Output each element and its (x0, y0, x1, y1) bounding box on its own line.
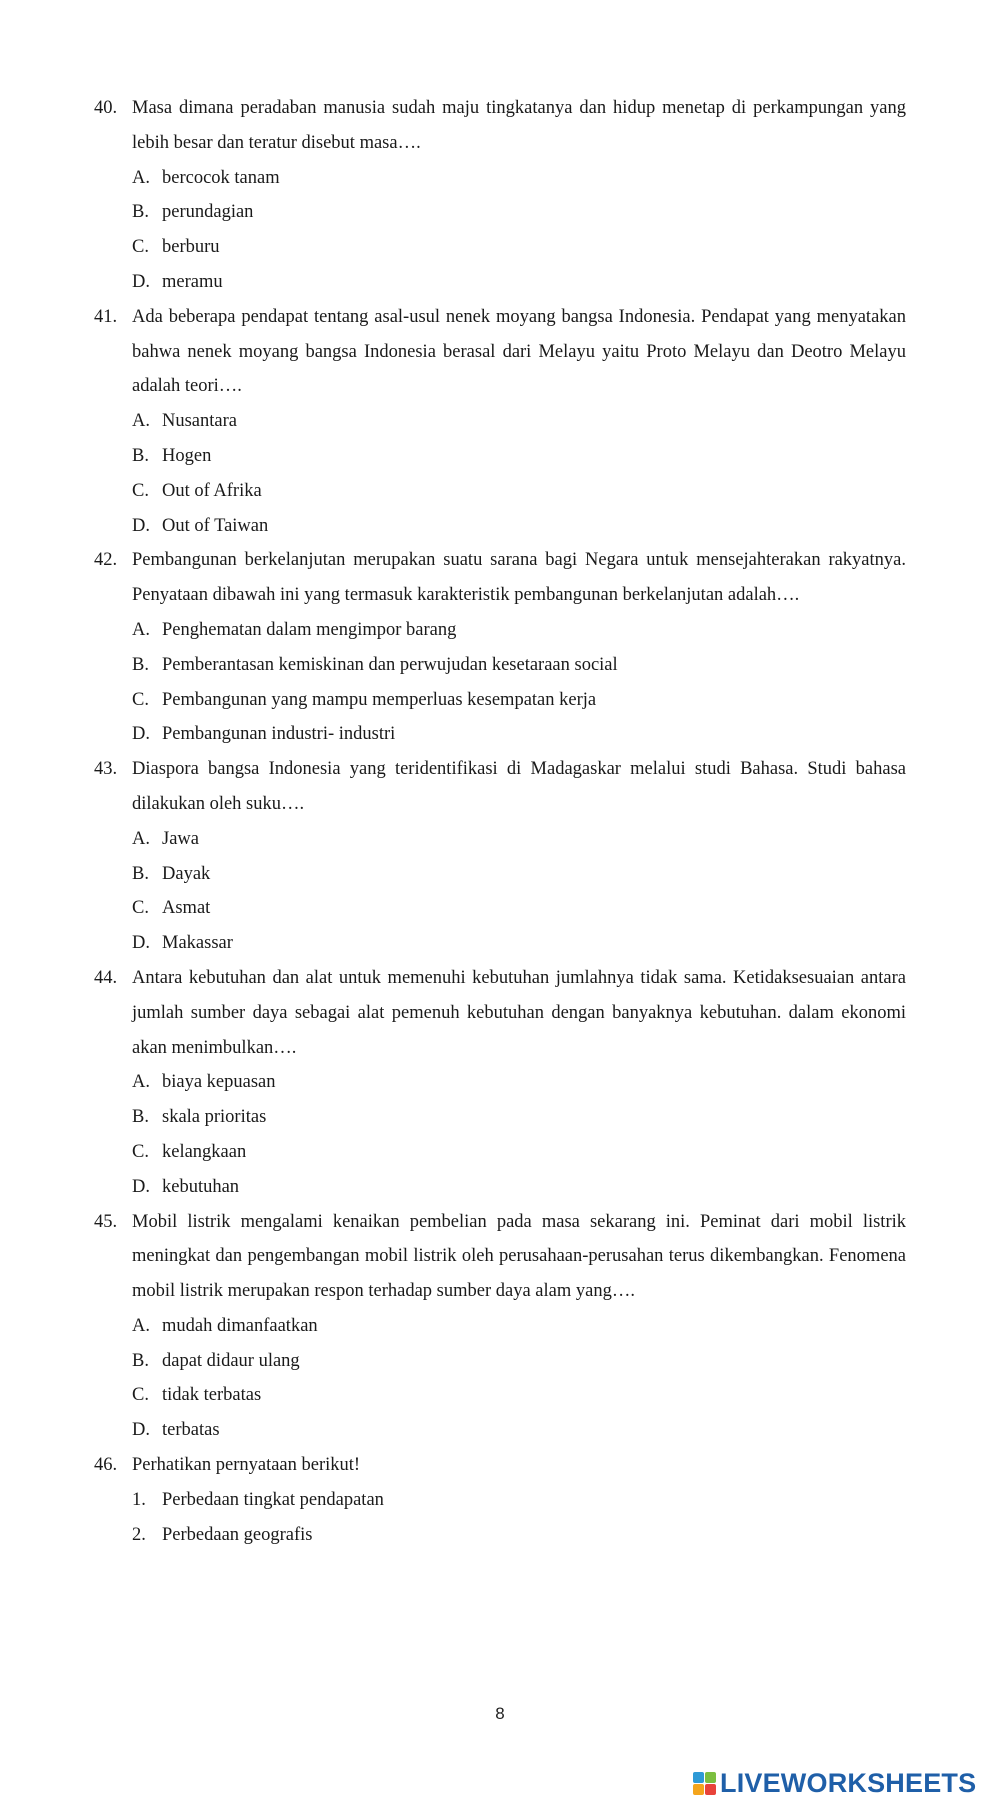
option-text: Pembangunan industri- industri (162, 724, 396, 745)
option-text: skala prioritas (162, 1107, 267, 1128)
option-label: B. (132, 863, 149, 884)
question-text: Perhatikan pernyataan berikut! (132, 1455, 361, 1476)
answer-option (132, 265, 906, 300)
answer-option (132, 404, 906, 439)
option-label: B. (132, 1350, 149, 1371)
question-text: Masa dimana peradaban manusia sudah maju tingkatanya dan hidup menetap di perkampungan yang lebih besar dan teratur disebut masa…. (132, 98, 906, 153)
question-number: 42. (94, 550, 118, 571)
question-list (94, 91, 906, 1552)
option-text: Out of Taiwan (162, 515, 269, 536)
question-number: 45. (94, 1211, 118, 1232)
option-label: A. (132, 828, 150, 849)
option-label: D. (132, 271, 150, 292)
logo-square-2 (705, 1772, 716, 1783)
question-40 (94, 91, 906, 300)
option-label: C. (132, 237, 149, 258)
answer-option (132, 891, 906, 926)
question-44 (94, 961, 906, 1205)
question-number: 41. (94, 306, 118, 327)
answer-option (132, 1483, 906, 1518)
option-label: D. (132, 1420, 150, 1441)
answer-option (132, 717, 906, 752)
option-label: 1. (132, 1489, 146, 1510)
page-number: 8 (495, 1704, 505, 1723)
question-41 (94, 300, 906, 544)
answer-option (132, 683, 906, 718)
option-text: Pemberantasan kemiskinan dan perwujudan kesetaraan social (162, 654, 618, 675)
option-text: kelangkaan (162, 1141, 247, 1162)
logo-square-1 (693, 1772, 704, 1783)
option-text: Hogen (162, 445, 212, 466)
answer-option (132, 161, 906, 196)
answer-option (132, 1135, 906, 1170)
question-number: 44. (94, 967, 118, 988)
option-label: A. (132, 1315, 150, 1336)
question-text: Diaspora bangsa Indonesia yang teridentifikasi di Madagaskar melalui studi Bahasa. Studi bahasa dilakukan oleh suku…. (132, 759, 906, 814)
question-text: Mobil listrik mengalami kenaikan pembelian pada masa sekarang ini. Peminat dari mobil listrik meningkat dan pengembangan mobil listrik oleh perusahaan-perusahan terus dikembangkan. Fenomena mobil listrik merupakan respon terhadap sumber daya alam yang…. (132, 1211, 906, 1302)
option-label: B. (132, 202, 149, 223)
option-text: dapat didaur ulang (162, 1350, 300, 1371)
answer-option (132, 439, 906, 474)
answer-option (132, 822, 906, 857)
option-text: Out of Afrika (162, 480, 262, 501)
answer-option (132, 1100, 906, 1135)
option-text: Dayak (162, 863, 211, 884)
logo-square-4 (705, 1784, 716, 1795)
option-text: biaya kepuasan (162, 1072, 276, 1093)
option-text: Perbedaan geografis (162, 1524, 313, 1545)
option-label: D. (132, 933, 150, 954)
question-text: Ada beberapa pendapat tentang asal-usul nenek moyang bangsa Indonesia. Pendapat yang menyatakan bahwa nenek moyang bangsa Indonesia berasal dari Melayu yaitu Proto Melayu dan Deotro Melayu adalah teori…. (132, 306, 906, 397)
option-label: B. (132, 445, 149, 466)
answer-option (132, 230, 906, 265)
answer-option (132, 1518, 906, 1553)
option-label: D. (132, 724, 150, 745)
question-45 (94, 1205, 906, 1449)
option-label: A. (132, 411, 150, 432)
option-label: 2. (132, 1524, 146, 1545)
option-label: C. (132, 480, 149, 501)
liveworksheets-brand (693, 1768, 976, 1798)
answer-option (132, 648, 906, 683)
option-text: Perbedaan tingkat pendapatan (162, 1489, 384, 1510)
option-text: Makassar (162, 933, 233, 954)
option-text: Nusantara (162, 411, 237, 432)
option-text: Asmat (162, 898, 211, 919)
question-text: Pembangunan berkelanjutan merupakan suatu sarana bagi Negara untuk mensejahterakan rakyatnya. Penyataan dibawah ini yang termasuk karakteristik pembangunan berkelanjutan adalah…. (132, 550, 906, 606)
question-text: Antara kebutuhan dan alat untuk memenuhi kebutuhan jumlahnya tidak sama. Ketidaksesuaian antara jumlah sumber daya sebagai alat pemenuh kebutuhan dengan banyaknya kebutuhan. dalam ekonomi akan menimbulkan…. (132, 967, 906, 1058)
option-label: A. (132, 1072, 150, 1093)
option-text: bercocok tanam (162, 167, 280, 188)
option-text: meramu (162, 271, 223, 292)
answer-option (132, 474, 906, 509)
brand-name: LIVEWORKSHEETS (720, 1768, 977, 1798)
question-number: 46. (94, 1455, 118, 1476)
option-label: C. (132, 689, 149, 710)
answer-option (132, 195, 906, 230)
logo-square-3 (693, 1784, 704, 1795)
option-label: B. (132, 654, 149, 675)
option-label: C. (132, 1141, 149, 1162)
answer-option (132, 1413, 906, 1448)
question-number: 43. (94, 759, 118, 780)
option-label: A. (132, 167, 150, 188)
option-label: A. (132, 619, 150, 640)
option-text: Penghematan dalam mengimpor barang (162, 619, 457, 640)
answer-option (132, 1344, 906, 1379)
option-text: kebutuhan (162, 1176, 240, 1197)
option-text: terbatas (162, 1420, 220, 1441)
option-text: mudah dimanfaatkan (162, 1315, 318, 1336)
question-43 (94, 752, 906, 961)
option-label: C. (132, 898, 149, 919)
question-46 (94, 1448, 906, 1552)
answer-option (132, 509, 906, 544)
answer-option (132, 1378, 906, 1413)
option-text: berburu (162, 237, 220, 258)
question-number: 40. (94, 98, 118, 118)
answer-option (132, 613, 906, 648)
option-text: Pembangunan yang mampu memperluas kesempatan kerja (162, 689, 597, 710)
answer-option (132, 1065, 906, 1100)
option-label: C. (132, 1385, 149, 1406)
answer-option (132, 1170, 906, 1205)
option-text: tidak terbatas (162, 1385, 262, 1406)
option-label: D. (132, 1176, 150, 1197)
question-42 (94, 543, 906, 752)
option-label: B. (132, 1107, 149, 1128)
option-text: perundagian (162, 202, 254, 223)
option-text: Jawa (162, 828, 199, 849)
answer-option (132, 926, 906, 961)
option-label: D. (132, 515, 150, 536)
answer-option (132, 857, 906, 892)
answer-option (132, 1309, 906, 1344)
liveworksheets-logo-icon (693, 1772, 716, 1795)
